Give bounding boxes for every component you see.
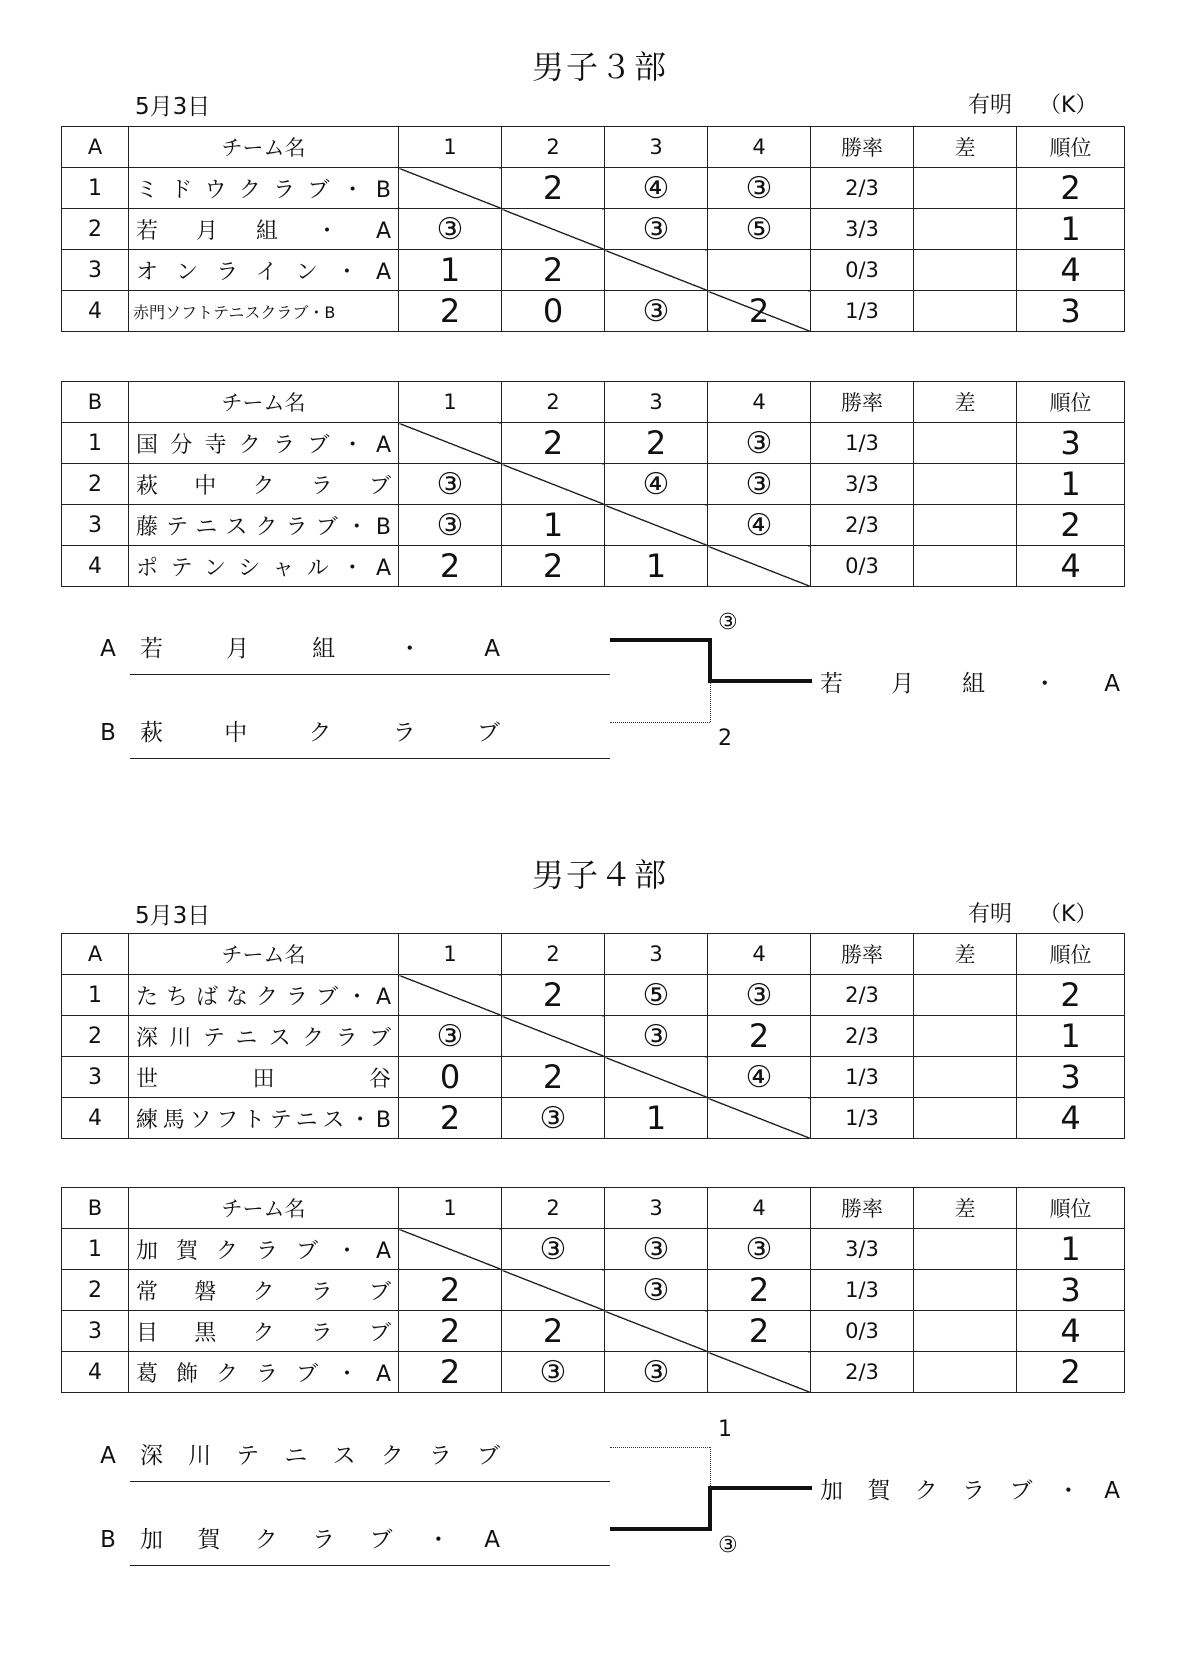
underline [130, 1565, 610, 1566]
rank: 1 [1017, 464, 1125, 505]
score-diff [914, 209, 1017, 250]
win-rate: 2/3 [811, 168, 914, 209]
underline [130, 758, 610, 759]
match-score: ③ [708, 464, 811, 505]
team-name: ミドウクラブ・B [129, 168, 399, 209]
bracket-lose-line [610, 722, 710, 723]
match-score: 2 [399, 291, 502, 332]
match-score: ⑤ [708, 209, 811, 250]
match-score: ④ [708, 1057, 811, 1098]
match-score [708, 250, 811, 291]
section-title: 男子４部 [531, 856, 668, 894]
finalist-name: 若 月 組 ・ A [140, 636, 500, 662]
score-diff [914, 505, 1017, 546]
match-date: 5月3日 [135, 94, 211, 120]
column-header: 3 [605, 934, 708, 975]
column-header: 差 [914, 1188, 1017, 1229]
score-diff [914, 1098, 1017, 1139]
team-number: 1 [62, 423, 129, 464]
column-header: 2 [502, 1188, 605, 1229]
team-number: 3 [62, 1057, 129, 1098]
table-row [62, 546, 1125, 587]
match-score: ③ [708, 168, 811, 209]
finalist-a-score: ③ [718, 610, 738, 635]
team-number: 2 [62, 1270, 129, 1311]
match-score: ③ [708, 1229, 811, 1270]
self-match-cell [502, 209, 605, 250]
self-match-cell [708, 546, 811, 587]
finalist-group-label: B [100, 720, 116, 746]
column-header: 2 [502, 934, 605, 975]
self-match-cell: 2 [708, 291, 811, 332]
column-header: 4 [708, 127, 811, 168]
match-score: ③ [605, 1016, 708, 1057]
win-rate: 1/3 [811, 1270, 914, 1311]
final-bracket [0, 1417, 1200, 1617]
bracket-win-line [708, 638, 712, 683]
score-diff [914, 1057, 1017, 1098]
bracket-win-line [708, 679, 812, 683]
bracket-win-line [708, 1486, 712, 1531]
finalist-name: 萩 中 ク ラ ブ [140, 720, 500, 746]
column-header: チーム名 [129, 382, 399, 423]
group-label: B [62, 382, 129, 423]
win-rate: 3/3 [811, 1229, 914, 1270]
column-header: 順位 [1017, 1188, 1125, 1229]
bracket-lose-line [710, 1447, 711, 1488]
underline [130, 1481, 610, 1482]
rank: 3 [1017, 291, 1125, 332]
win-rate: 1/3 [811, 291, 914, 332]
rank: 1 [1017, 1229, 1125, 1270]
match-score: 1 [605, 546, 708, 587]
match-score: ③ [399, 1016, 502, 1057]
match-score: 2 [399, 1098, 502, 1139]
column-header: 差 [914, 382, 1017, 423]
team-number: 1 [62, 1229, 129, 1270]
rank: 3 [1017, 1057, 1125, 1098]
column-header: 順位 [1017, 127, 1125, 168]
match-score: 2 [502, 250, 605, 291]
column-header: 2 [502, 127, 605, 168]
self-match-cell [399, 975, 502, 1016]
final-winner: 若 月 組 ・ A [820, 671, 1120, 697]
finalist-a-score: 1 [718, 1417, 732, 1442]
self-match-cell [708, 1352, 811, 1393]
match-score: 2 [399, 1311, 502, 1352]
column-header: 1 [399, 1188, 502, 1229]
rank: 2 [1017, 1352, 1125, 1393]
finalist-group-label: A [100, 636, 116, 662]
win-rate: 2/3 [811, 505, 914, 546]
column-header: 勝率 [811, 1188, 914, 1229]
rank: 1 [1017, 209, 1125, 250]
table-row [62, 1311, 1125, 1352]
rank: 4 [1017, 250, 1125, 291]
table-header-row [62, 934, 1125, 975]
bracket-lose-line [710, 681, 711, 722]
match-score: ③ [708, 975, 811, 1016]
finalist-b-score: ③ [718, 1533, 738, 1558]
table-row [62, 209, 1125, 250]
bracket-lose-line [610, 1447, 710, 1448]
team-number: 1 [62, 168, 129, 209]
team-number: 2 [62, 1016, 129, 1057]
score-diff [914, 464, 1017, 505]
column-header: 3 [605, 1188, 708, 1229]
bracket-win-line [610, 1527, 712, 1531]
rank: 2 [1017, 168, 1125, 209]
team-name: 藤テニスクラブ・B [129, 505, 399, 546]
team-number: 4 [62, 546, 129, 587]
score-diff [914, 291, 1017, 332]
self-match-cell [502, 1016, 605, 1057]
match-score: ④ [708, 505, 811, 546]
finalist-b-score: 2 [718, 726, 732, 751]
score-diff [914, 1229, 1017, 1270]
team-number: 3 [62, 1311, 129, 1352]
league-table-a [61, 933, 1125, 1139]
self-match-cell [502, 464, 605, 505]
rank: 1 [1017, 1016, 1125, 1057]
match-score: 2 [399, 1270, 502, 1311]
venue: 有明 （K） [968, 93, 1098, 118]
column-header: 1 [399, 127, 502, 168]
match-score: 2 [502, 168, 605, 209]
final-winner: 加 賀 ク ラ ブ ・ A [820, 1478, 1120, 1504]
win-rate: 1/3 [811, 1098, 914, 1139]
team-number: 3 [62, 505, 129, 546]
rank: 4 [1017, 1098, 1125, 1139]
win-rate: 0/3 [811, 546, 914, 587]
match-score: 2 [502, 1311, 605, 1352]
table-header-row [62, 1188, 1125, 1229]
table-row [62, 1352, 1125, 1393]
table-row [62, 291, 1125, 332]
match-date: 5月3日 [135, 903, 211, 929]
team-number: 2 [62, 464, 129, 505]
match-score: ③ [502, 1229, 605, 1270]
column-header: 4 [708, 1188, 811, 1229]
group-label: A [62, 127, 129, 168]
win-rate: 1/3 [811, 1057, 914, 1098]
win-rate: 3/3 [811, 209, 914, 250]
team-name: 葛飾クラブ・A [129, 1352, 399, 1393]
league-table-b [61, 1187, 1125, 1393]
team-number: 3 [62, 250, 129, 291]
match-score: 1 [399, 250, 502, 291]
table-row [62, 464, 1125, 505]
table-row [62, 505, 1125, 546]
match-score: 2 [399, 1352, 502, 1393]
column-header: チーム名 [129, 934, 399, 975]
match-score: ③ [605, 1352, 708, 1393]
group-label: B [62, 1188, 129, 1229]
match-score: 1 [605, 1098, 708, 1139]
match-score: ③ [399, 464, 502, 505]
league-table-b [61, 381, 1125, 587]
underline [130, 674, 610, 675]
bracket-win-line [708, 1486, 812, 1490]
team-number: 1 [62, 975, 129, 1016]
table-header-row [62, 382, 1125, 423]
match-score: 2 [502, 546, 605, 587]
team-number: 4 [62, 1098, 129, 1139]
rank: 4 [1017, 546, 1125, 587]
self-match-cell [399, 423, 502, 464]
self-match-cell [605, 1057, 708, 1098]
match-score: ⑤ [605, 975, 708, 1016]
column-header: チーム名 [129, 127, 399, 168]
column-header: 3 [605, 127, 708, 168]
finalist-a [84, 630, 500, 663]
column-header: 差 [914, 127, 1017, 168]
rank: 2 [1017, 505, 1125, 546]
table-row [62, 1098, 1125, 1139]
column-header: 差 [914, 934, 1017, 975]
column-header: 勝率 [811, 934, 914, 975]
match-score: ③ [708, 423, 811, 464]
table-row [62, 168, 1125, 209]
self-match-cell [399, 1229, 502, 1270]
final-bracket [0, 610, 1200, 810]
team-name: 萩 中 ク ラ ブ [129, 464, 399, 505]
team-name: 若 月 組 ・ A [129, 209, 399, 250]
rank: 3 [1017, 423, 1125, 464]
rank: 4 [1017, 1311, 1125, 1352]
rank: 2 [1017, 975, 1125, 1016]
table-header-row [62, 127, 1125, 168]
table-row [62, 1229, 1125, 1270]
match-score: 0 [502, 291, 605, 332]
match-score: ③ [605, 1229, 708, 1270]
team-name: 世 田 谷 [129, 1057, 399, 1098]
match-score: ③ [399, 505, 502, 546]
column-header: 順位 [1017, 382, 1125, 423]
table-row [62, 250, 1125, 291]
match-score: 2 [605, 423, 708, 464]
column-header: 4 [708, 934, 811, 975]
match-score: ④ [605, 168, 708, 209]
match-score: ③ [502, 1352, 605, 1393]
win-rate: 2/3 [811, 1352, 914, 1393]
group-label: A [62, 934, 129, 975]
match-score: ③ [502, 1098, 605, 1139]
column-header: 1 [399, 934, 502, 975]
score-diff [914, 1270, 1017, 1311]
column-header: チーム名 [129, 1188, 399, 1229]
column-header: 2 [502, 382, 605, 423]
match-score: 2 [502, 1057, 605, 1098]
score-diff [914, 546, 1017, 587]
team-name: 常 磐 ク ラ ブ [129, 1270, 399, 1311]
team-name: 国分寺クラブ・A [129, 423, 399, 464]
finalist-name: 加 賀 ク ラ ブ ・ A [140, 1527, 500, 1553]
match-score: 2 [708, 1270, 811, 1311]
column-header: 勝率 [811, 127, 914, 168]
score-diff [914, 1352, 1017, 1393]
score-diff [914, 1311, 1017, 1352]
match-score: 2 [399, 546, 502, 587]
self-match-cell [399, 168, 502, 209]
match-score: ③ [605, 291, 708, 332]
team-name: オンライン・A [129, 250, 399, 291]
team-name: 練馬ソフトテニス・B [129, 1098, 399, 1139]
match-score: 0 [399, 1057, 502, 1098]
table-row [62, 423, 1125, 464]
column-header: 3 [605, 382, 708, 423]
win-rate: 1/3 [811, 423, 914, 464]
score-diff [914, 975, 1017, 1016]
column-header: 勝率 [811, 382, 914, 423]
team-name: ポテンシャル・A [129, 546, 399, 587]
finalist-b [84, 1521, 500, 1554]
team-number: 4 [62, 1352, 129, 1393]
finalist-group-label: A [100, 1443, 116, 1469]
self-match-cell [708, 1098, 811, 1139]
team-name: 深川テニスクラブ [129, 1016, 399, 1057]
team-number: 4 [62, 291, 129, 332]
finalist-b [84, 714, 500, 747]
column-header: 1 [399, 382, 502, 423]
team-name: 赤門ソフトテニスクラブ・B [129, 291, 399, 332]
self-match-cell [605, 1311, 708, 1352]
self-match-cell [502, 1270, 605, 1311]
match-score: ④ [605, 464, 708, 505]
score-diff [914, 1016, 1017, 1057]
match-score: ③ [605, 1270, 708, 1311]
match-score: 2 [708, 1016, 811, 1057]
score-diff [914, 168, 1017, 209]
match-score: ③ [605, 209, 708, 250]
match-score: 1 [502, 505, 605, 546]
self-match-cell [605, 505, 708, 546]
table-row [62, 1016, 1125, 1057]
table-row [62, 1057, 1125, 1098]
win-rate: 3/3 [811, 464, 914, 505]
column-header: 4 [708, 382, 811, 423]
team-name: たちばなクラブ・A [129, 975, 399, 1016]
bracket-win-line [610, 638, 712, 642]
section-title: 男子３部 [531, 48, 668, 86]
win-rate: 2/3 [811, 975, 914, 1016]
column-header: 順位 [1017, 934, 1125, 975]
finalist-name: 深 川 テ ニ ス ク ラ ブ [140, 1443, 500, 1469]
win-rate: 0/3 [811, 1311, 914, 1352]
win-rate: 2/3 [811, 1016, 914, 1057]
table-row [62, 1270, 1125, 1311]
league-table-a [61, 126, 1125, 332]
match-score: 2 [502, 423, 605, 464]
finalist-a [84, 1437, 500, 1470]
match-score: ③ [399, 209, 502, 250]
rank: 3 [1017, 1270, 1125, 1311]
win-rate: 0/3 [811, 250, 914, 291]
match-score: 2 [708, 1311, 811, 1352]
team-name: 加賀クラブ・A [129, 1229, 399, 1270]
score-diff [914, 250, 1017, 291]
match-score: 2 [502, 975, 605, 1016]
finalist-group-label: B [100, 1527, 116, 1553]
venue: 有明 （K） [968, 902, 1098, 927]
score-diff [914, 423, 1017, 464]
table-row [62, 975, 1125, 1016]
self-match-cell [605, 250, 708, 291]
team-name: 目 黒 ク ラ ブ [129, 1311, 399, 1352]
team-number: 2 [62, 209, 129, 250]
